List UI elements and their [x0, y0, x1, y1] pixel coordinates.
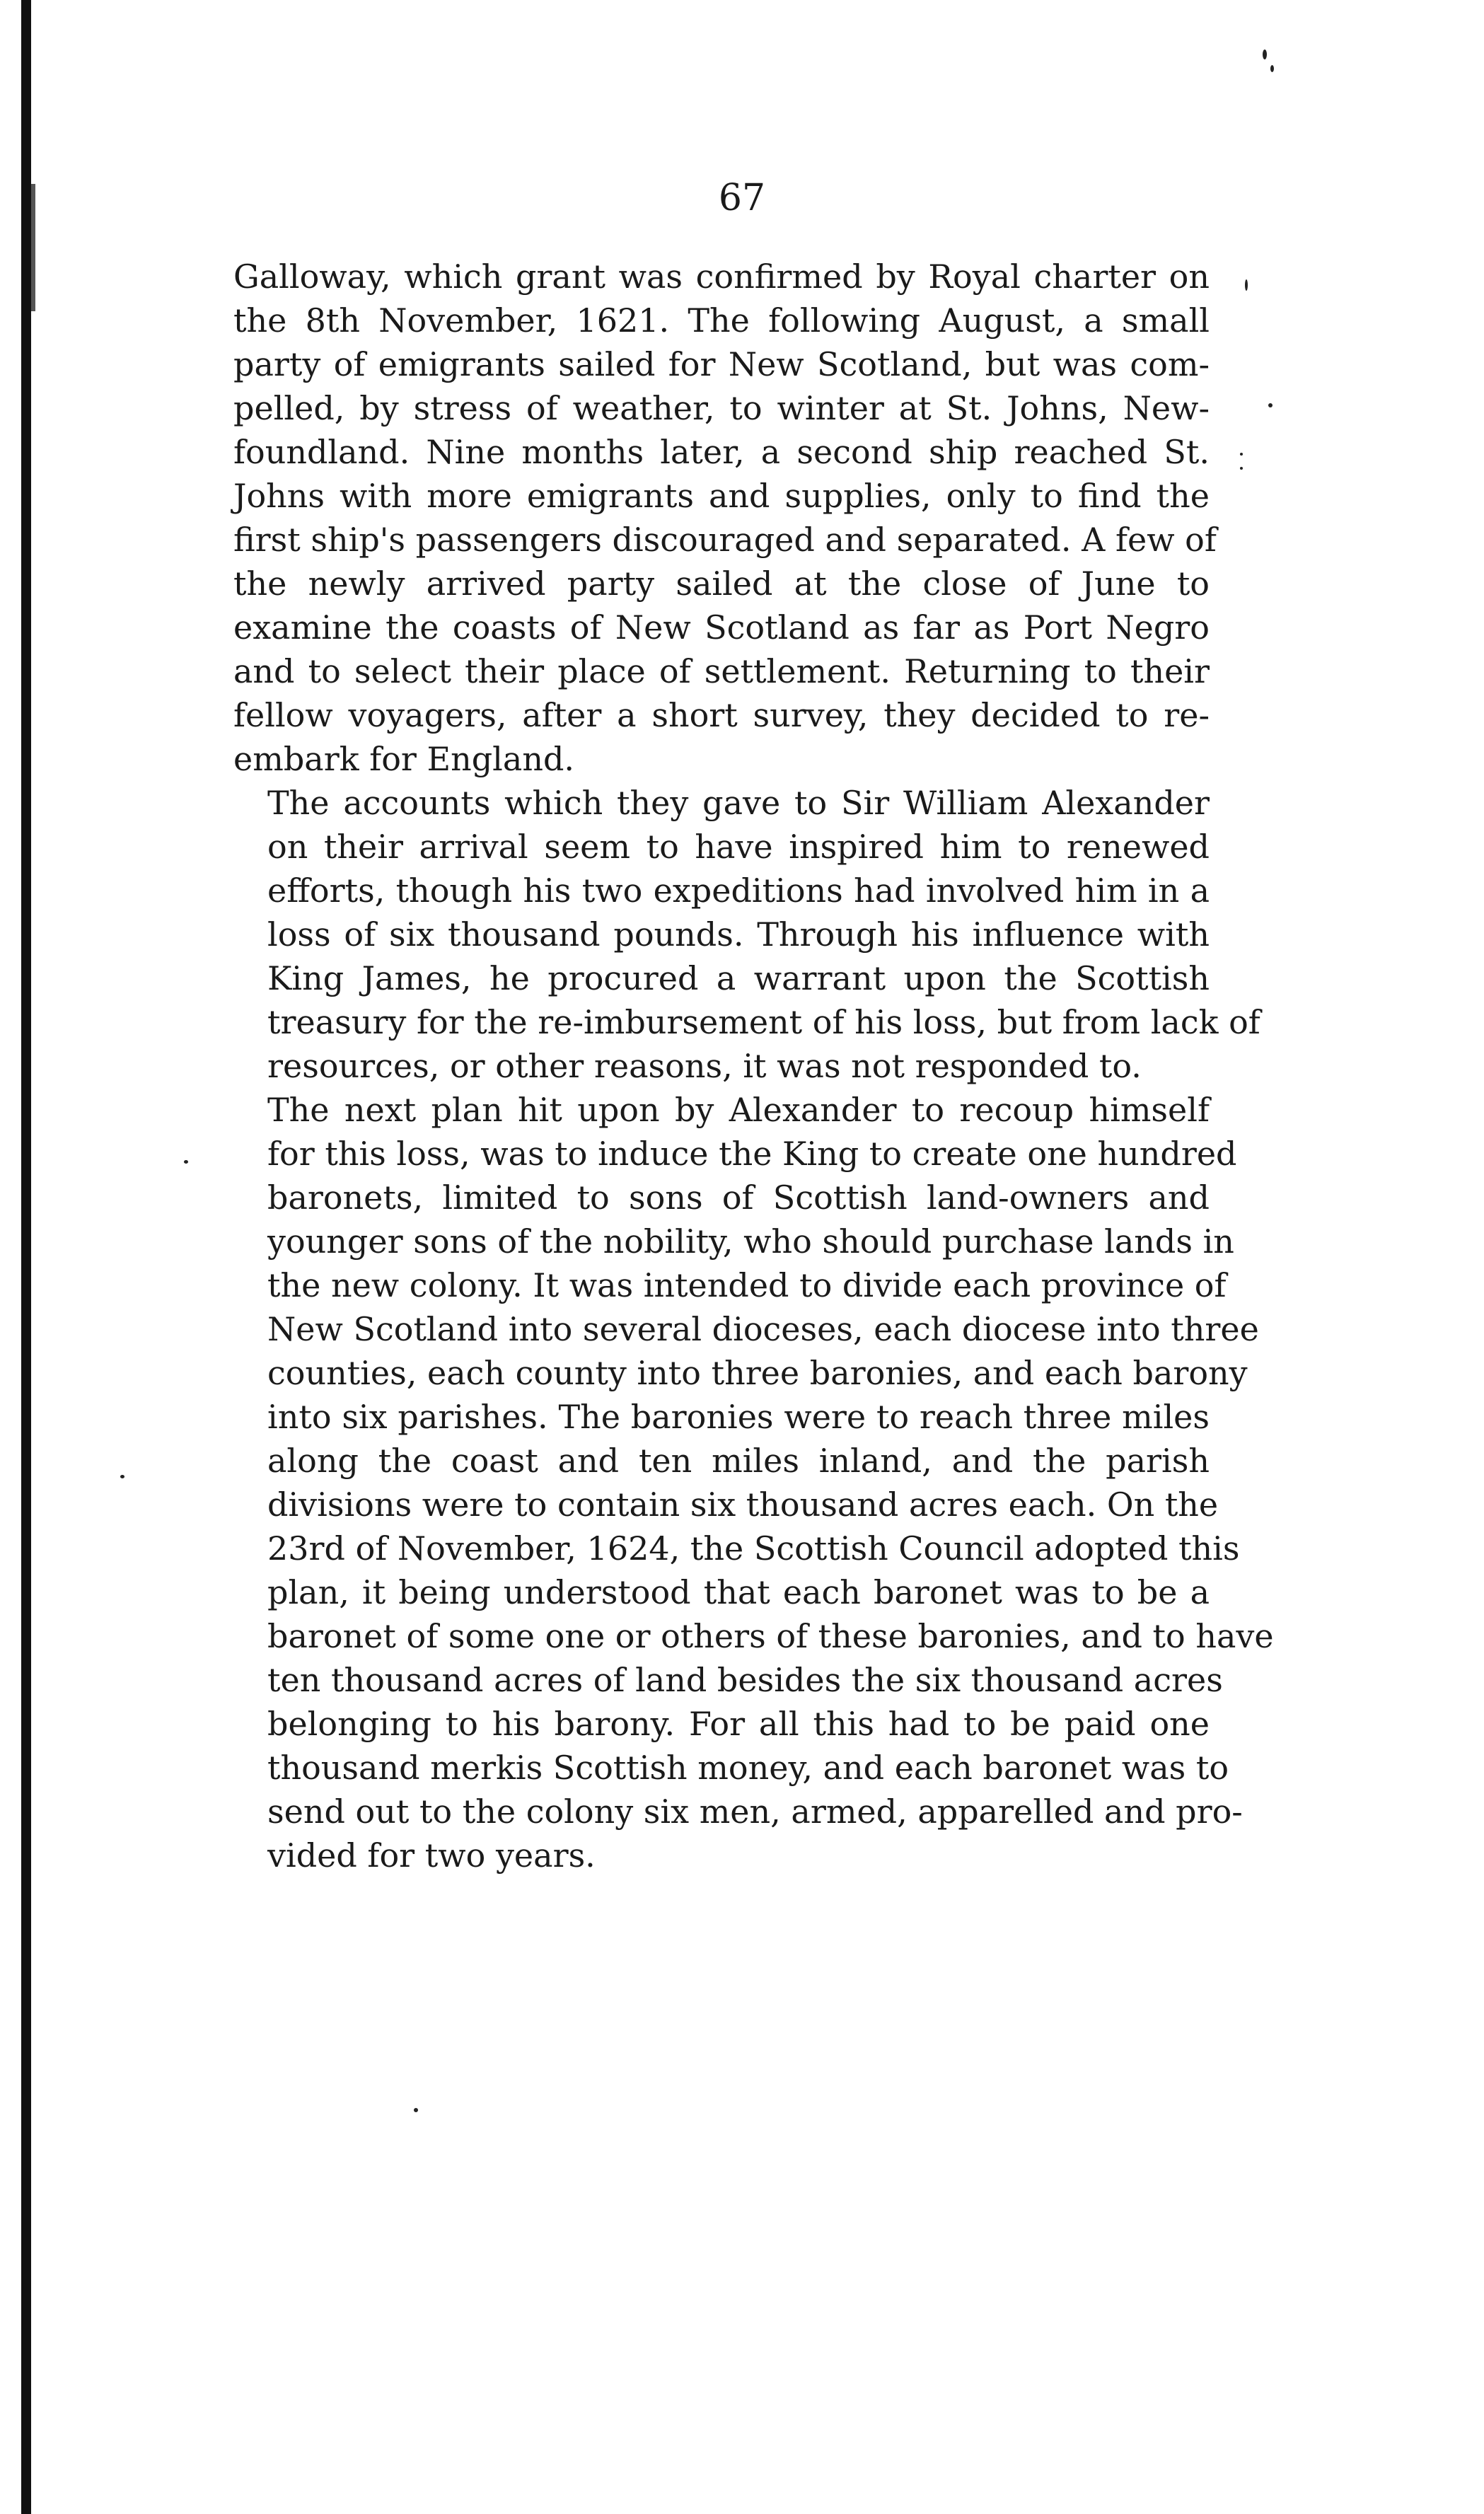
text-line: baronet of some one or others of these baronies, and to have — [267, 1617, 1274, 1655]
text-line: plan, it being understood that each baronet was to be a — [267, 1573, 1210, 1611]
paragraph-2 — [233, 781, 1260, 1088]
text-line: first ship's passengers discouraged and separated. A few of — [233, 521, 1217, 559]
paragraph-1 — [233, 255, 1217, 781]
speck — [1263, 50, 1267, 59]
text-line: party of emigrants sailed for New Scotland, but was com- — [233, 345, 1210, 383]
text-line: for this loss, was to induce the King to create one hundred — [267, 1135, 1237, 1173]
text-line: belonging to his barony. For all this had to be paid one — [267, 1705, 1210, 1743]
text-line: Johns with more emigrants and supplies, only to find the — [233, 477, 1210, 515]
text-line: examine the coasts of New Scotland as far as Port Negro — [233, 608, 1210, 647]
speck — [120, 1475, 124, 1478]
text-line: Galloway, which grant was confirmed by Royal charter on — [233, 257, 1210, 296]
page-number: 67 — [718, 177, 766, 219]
body-text — [233, 255, 1274, 1877]
text-line: younger sons of the nobility, who should purchase lands in — [267, 1222, 1234, 1261]
text-line: embark for England. — [233, 740, 575, 778]
speck — [1268, 403, 1273, 407]
text-line: vided for two years. — [267, 1836, 596, 1875]
text-line: New Scotland into several dioceses, each diocese into three — [267, 1310, 1259, 1348]
speck — [1240, 453, 1243, 456]
text-line: along the coast and ten miles inland, and the parish — [267, 1442, 1210, 1480]
text-line: divisions were to contain six thousand acres each. On the — [267, 1485, 1219, 1524]
speck — [414, 2108, 418, 2112]
text-line: 23rd of November, 1624, the Scottish Council adopted this — [267, 1529, 1240, 1568]
text-line: into six parishes. The baronies were to reach three miles — [267, 1398, 1210, 1436]
text-line: ten thousand acres of land besides the six thousand acres — [267, 1661, 1223, 1699]
text-line: thousand merkis Scottish money, and each baronet was to — [267, 1749, 1229, 1787]
scan-edge — [21, 0, 31, 2514]
text-line: and to select their place of settlement. Returning to their — [233, 652, 1210, 690]
text-line: King James, he procured a warrant upon the Scottish — [267, 959, 1210, 997]
speck — [184, 1160, 188, 1164]
text-line: treasury for the re-imbursement of his loss, but from lack of — [267, 1003, 1260, 1041]
text-line: send out to the colony six men, armed, apparelled and pro- — [267, 1792, 1243, 1831]
text-line: the newly arrived party sailed at the close of June to — [233, 564, 1210, 603]
speck — [1240, 467, 1243, 470]
text-line: baronets, limited to sons of Scottish land-owners and — [267, 1178, 1210, 1217]
text-line: The accounts which they gave to Sir William Alexander — [267, 784, 1210, 822]
text-line: on their arrival seem to have inspired him to renewed — [267, 828, 1210, 866]
text-line: counties, each county into three baronies, and each barony — [267, 1354, 1248, 1392]
text-line: fellow voyagers, after a short survey, they decided to re- — [233, 696, 1210, 734]
text-line: efforts, though his two expeditions had involved him in a — [267, 871, 1210, 910]
paragraph-3 — [233, 1088, 1274, 1877]
text-line: foundland. Nine months later, a second ship reached St. — [233, 433, 1210, 471]
text-line: resources, or other reasons, it was not responded to. — [267, 1047, 1142, 1085]
text-line: the new colony. It was intended to divide each province of — [267, 1266, 1227, 1304]
text-line: pelled, by stress of weather, to winter at St. Johns, New- — [233, 389, 1210, 427]
text-line: the 8th November, 1621. The following August, a small — [233, 301, 1210, 340]
text-line: The next plan hit upon by Alexander to recoup himself — [267, 1091, 1210, 1129]
speck — [1270, 65, 1274, 72]
text-line: loss of six thousand pounds. Through his influence with — [267, 915, 1210, 954]
speck — [1245, 279, 1248, 291]
